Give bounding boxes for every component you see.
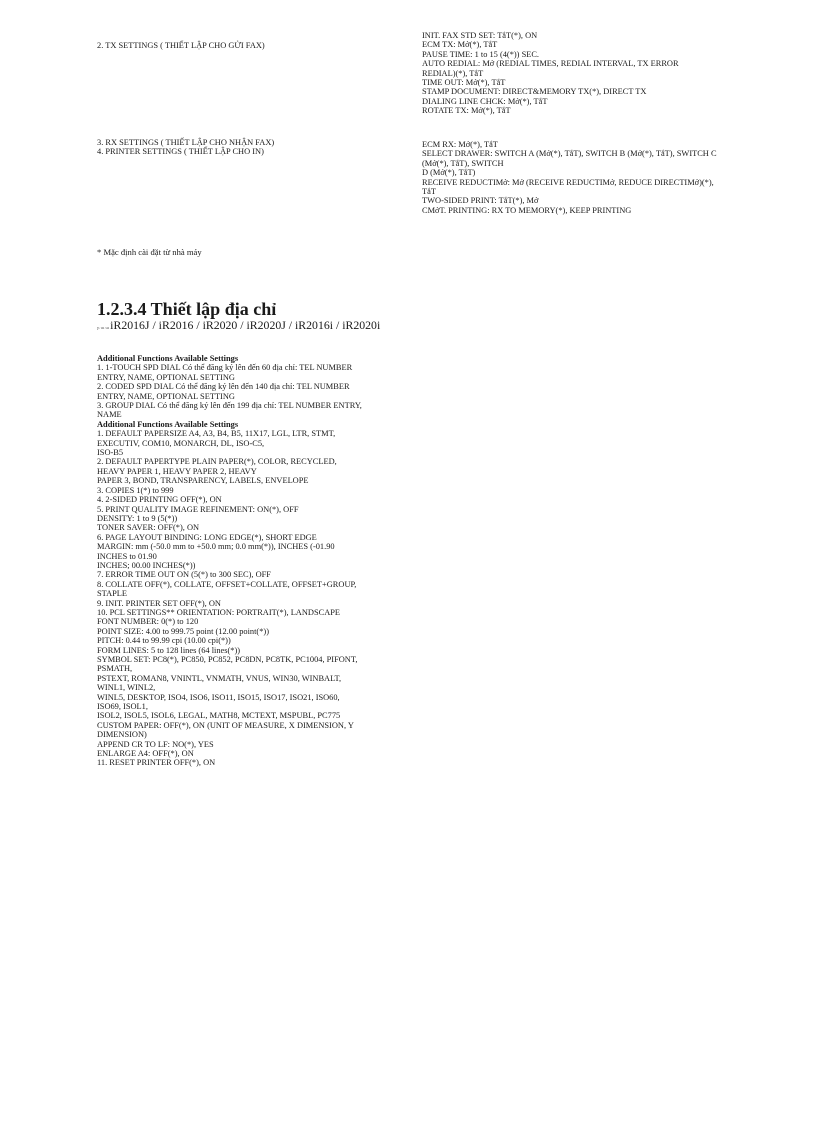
rx-printer-setting-line: CMởT. PRINTING: RX TO MEMORY(*), KEEP PRINTING	[422, 205, 632, 215]
setting-line: PSTEXT, ROMAN8, VNINTL, VNMATH, VNUS, WIN30, WINBALT,	[97, 673, 342, 683]
section-heading: 1.2.3.4 Thiết lập địa chỉ	[97, 299, 277, 319]
rx-printer-setting-line: TWO-SIDED PRINT: TắT(*), Mở	[422, 196, 539, 206]
setting-line: 3. COPIES 1(*) to 999	[97, 485, 174, 495]
rx-printer-labels	[97, 138, 407, 157]
setting-line: HEAVY PAPER 1, HEAVY PAPER 2, HEAVY	[97, 466, 257, 476]
rx-printer-setting-line: TắT	[422, 187, 436, 197]
factory-default-note: * Mặc định cài đặt từ nhà máy	[97, 247, 202, 257]
setting-line: 8. COLLATE OFF(*), COLLATE, OFFSET+COLLATE, OFFSET+GROUP,	[97, 579, 357, 589]
rx-printer-setting-line: ECM RX: Mở(*), TắT	[422, 140, 498, 149]
tx-settings-label: 2. TX SETTINGS ( THIẾT LẬP CHO GỬI FAX)	[97, 41, 265, 50]
setting-line: 4. 2-SIDED PRINTING OFF(*), ON	[97, 495, 222, 505]
tx-setting-line: ECM TX: Mở(*), TắT	[422, 40, 498, 50]
setting-line: STAPLE	[97, 589, 128, 599]
setting-line: APPEND CR TO LF: NO(*), YES	[97, 739, 214, 749]
subsection-heading: Additional Functions Available Settings	[97, 419, 239, 429]
tx-setting-line: PAUSE TIME: 1 to 15 (4(*)) SEC.	[422, 49, 540, 59]
rx-printer-setting-line: (Mở(*), TắT), SWITCH	[422, 158, 504, 168]
setting-line: PSMATH,	[97, 664, 133, 674]
tx-settings-values	[422, 31, 767, 116]
rx-printer-setting-line: RECEIVE REDUCTIMở: Mở (RECEIVE REDUCTIMở, REDUCE DIRECTIMở)(*),	[422, 177, 714, 187]
tx-setting-line: ROTATE TX: Mở(*), TắT	[422, 106, 511, 116]
setting-line: 9. INIT. PRINTER SET OFF(*), ON	[97, 598, 221, 608]
setting-line: INCHES to 01.90	[97, 551, 157, 561]
setting-line: FORM LINES: 5 to 128 lines (64 lines(*))	[97, 645, 241, 655]
setting-line: 1. 1-TOUCH SPD DIAL Có thể đăng ký lên đến 60 địa chỉ: TEL NUMBER	[97, 363, 353, 373]
setting-line: SYMBOL SET: PC8(*), PC850, PC852, PC8DN, PC8TK, PC1004, PIFONT,	[97, 655, 358, 664]
setting-line: 10. PCL SETTINGS** ORIENTATION: PORTRAIT(*), LANDSCAPE	[97, 607, 341, 617]
setting-line: 2. DEFAULT PAPERTYPE PLAIN PAPER(*), COLOR, RECYCLED,	[97, 457, 337, 467]
setting-line: PITCH: 0.44 to 99.99 cpi (10.00 cpi(*))	[97, 636, 231, 646]
tx-setting-line: DIALING LINE CHCK: Mở(*), TắT	[422, 96, 548, 106]
setting-line: 6. PAGE LAYOUT BINDING: LONG EDGE(*), SHORT EDGE	[97, 532, 317, 542]
model-names: iR2016J / iR2016 / iR2020 / iR2020J / iR2016i / iR2020i	[110, 318, 381, 332]
rx-printer-setting-line: SELECT DRAWER: SWITCH A (Mở(*), TắT), SWITCH B (Mở(*), TắT), SWITCH C	[422, 149, 717, 159]
setting-line: POINT SIZE: 4.00 to 999.75 point (12.00 point(*))	[97, 626, 269, 636]
setting-line: ENTRY, NAME, OPTIONAL SETTING	[97, 372, 235, 382]
setting-line: INCHES; 00.00 INCHES(*))	[97, 560, 196, 570]
setting-line: DIMENSION)	[97, 730, 147, 740]
setting-line: DENSITY: 1 to 9 (5(*))	[97, 513, 178, 523]
setting-line: MARGIN: mm (-50.0 mm to +50.0 mm; 0.0 mm(*)), INCHES (-01.90	[97, 542, 335, 552]
tx-setting-line: REDIAL)(*), TắT	[422, 68, 484, 78]
setting-line: ISO-B5	[97, 448, 124, 458]
settings-body	[97, 354, 407, 768]
setting-line: 2. CODED SPD DIAL Có thể đăng ký lên đến 140 địa chỉ: TEL NUMBER	[97, 382, 350, 392]
tx-setting-line: INIT. FAX STD SET: TắT(*), ON	[422, 31, 538, 40]
setting-line: WINL5, DESKTOP, ISO4, ISO6, ISO11, ISO15, ISO17, ISO21, ISO60,	[97, 692, 340, 702]
setting-line: 7. ERROR TIME OUT ON (5(*) to 300 SEC), OFF	[97, 570, 271, 580]
setting-line: 1. DEFAULT PAPERSIZE A4, A3, B4, B5, 11X17, LGL, LTR, STMT,	[97, 429, 336, 439]
tiny-prefix: ր ա ա	[97, 325, 110, 330]
setting-line: CUSTOM PAPER: OFF(*), ON (UNIT OF MEASURE, X DIMENSION, Y	[97, 720, 354, 730]
model-list	[97, 318, 380, 335]
setting-line: 3. GROUP DIAL Có thể đăng ký lên đến 199 địa chỉ: TEL NUMBER ENTRY,	[97, 401, 362, 411]
setting-line: FONT NUMBER: 0(*) to 120	[97, 617, 199, 627]
setting-line: PAPER 3, BOND, TRANSPARENCY, LABELS, ENVELOPE	[97, 476, 309, 486]
tx-setting-line: AUTO REDIAL: Mở (REDIAL TIMES, REDIAL INTERVAL, TX ERROR	[422, 59, 679, 69]
setting-line: WINL1, WINL2,	[97, 683, 156, 693]
setting-line: ENLARGE A4: OFF(*), ON	[97, 749, 194, 759]
setting-line: EXECUTIV, COM10, MONARCH, DL, ISO-C5,	[97, 438, 265, 448]
setting-line: ISOL2, ISOL5, ISOL6, LEGAL, MATH8, MCTEXT, MSPUBL, PC775	[97, 711, 341, 721]
setting-line: ISO69, ISOL1,	[97, 702, 148, 712]
rx-printer-values	[422, 140, 767, 215]
subsection-heading: Additional Functions Available Settings	[97, 354, 239, 363]
tx-setting-line: TIME OUT: Mở(*), TắT	[422, 78, 506, 88]
printer-settings-label: 4. PRINTER SETTINGS ( THIẾT LẬP CHO IN)	[97, 147, 264, 157]
rx-printer-setting-line: D (Mở(*), TắT)	[422, 168, 476, 178]
tx-setting-line: STAMP DOCUMENT: DIRECT&MEMORY TX(*), DIRECT TX	[422, 87, 647, 97]
setting-line: NAME	[97, 410, 122, 420]
setting-line: ENTRY, NAME, OPTIONAL SETTING	[97, 391, 235, 401]
setting-line: TONER SAVER: OFF(*), ON	[97, 523, 200, 533]
setting-line: 11. RESET PRINTER OFF(*), ON	[97, 758, 216, 768]
setting-line: 5. PRINT QUALITY IMAGE REFINEMENT: ON(*), OFF	[97, 504, 299, 514]
rx-settings-label: 3. RX SETTINGS ( THIẾT LẬP CHO NHẬN FAX)	[97, 138, 275, 147]
tx-settings-label-block	[97, 41, 397, 50]
